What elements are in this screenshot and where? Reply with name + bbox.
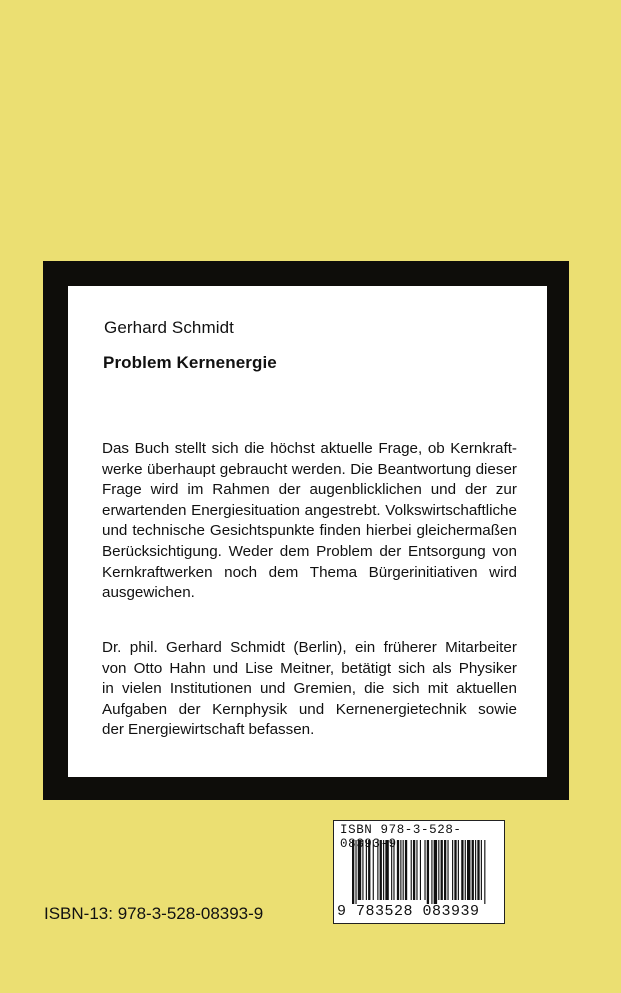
word: und [259,680,286,698]
description-line [102,460,517,481]
word: mit [427,680,448,698]
word: Beantwortung [377,460,472,478]
word: Kernkraftwerken [102,563,213,581]
word: und [102,522,128,540]
word: sich [398,659,426,677]
barcode-first-digit: 9 [337,903,347,920]
word: höchst [270,440,315,457]
word: der [379,542,402,560]
word: Volkswirtschaftliche [385,501,517,519]
word: im [187,481,204,499]
word: Kernphysik [212,700,288,718]
description-line [102,480,517,501]
word: dem [279,542,310,560]
word: von [102,659,127,677]
word: ob [427,440,445,457]
description-line [102,439,517,460]
word: Dr. [102,639,122,656]
word: betätigt [341,659,392,677]
description-line [102,542,517,563]
word: Otto [133,659,163,677]
barcode [333,820,505,924]
word: aktuellen [456,680,517,698]
word: zur [495,481,517,499]
description-line [102,501,517,522]
word: gleichermaßen [416,522,517,540]
word: gebraucht [219,460,288,478]
word: dieser [475,460,517,478]
word: dem [268,563,299,581]
word: überhaupt [146,460,216,478]
word: vielen [122,680,162,698]
word: sich [392,680,420,698]
word: Gesichtspunkte [209,522,315,540]
word: Meitner, [280,659,335,677]
author-bio-paragraph [102,638,517,741]
word: der [278,481,301,499]
description-line [102,583,517,604]
word: Lise [245,659,274,677]
word: Berücksichtigung. [102,542,222,560]
word: noch [224,563,258,581]
word: werke [102,460,143,478]
word: Mitarbeiter [445,639,517,656]
word: technische [132,522,205,540]
bio-line [102,659,517,680]
word: ein [354,639,376,656]
bio-line [102,679,517,700]
word: der [102,721,124,739]
word: früherer [383,639,437,656]
text-panel [68,286,547,777]
bio-line [102,700,517,721]
word: der [464,481,487,499]
barcode-digits: 783528 083939 [356,903,480,920]
word: phil. [129,639,158,656]
word: in [102,680,114,698]
word: Kernkraft- [450,440,517,457]
word: und [212,659,239,677]
book-title: Problem Kernenergie [103,353,277,372]
word: und [430,481,457,499]
word: wird [150,481,179,499]
word: Gremien, [293,680,356,698]
word: sowie [478,700,517,718]
isbn-label: ISBN-13: 978-3-528-08393-9 [44,904,264,923]
word: wird [489,563,517,581]
word: Bürgerinitiativen [368,563,478,581]
bio-line [102,638,517,659]
word: von [492,542,517,560]
word: Die [350,460,374,478]
word: erwartenden [102,501,187,519]
word: stellt [174,440,207,457]
description-paragraph [102,439,517,604]
word: die [244,440,265,457]
description-line [102,521,517,542]
word: die [364,680,385,698]
word: Weder [228,542,274,560]
word: Frage, [378,440,423,457]
word: aktuelle [320,440,373,457]
word: Entsorgung [408,542,486,560]
word: befassen. [248,721,315,739]
word: augenblicklichen [309,481,422,499]
word: Das [102,440,130,457]
description-line [102,563,517,584]
word: als [432,659,452,677]
bio-line [102,720,517,741]
word: Kernenergietechnik [335,700,467,718]
word: Hahn [169,659,206,677]
word: sich [211,440,239,457]
word: Problem [316,542,373,560]
word: (Berlin), [293,639,347,656]
word: hierbei [365,522,412,540]
word: Aufgaben [102,700,168,718]
word: Thema [309,563,358,581]
word: Physiker [458,659,517,677]
word: werden. [291,460,346,478]
word: finden [319,522,361,540]
word: Schmidt [230,639,286,656]
word: Buch [134,440,170,457]
word: Frage [102,481,142,499]
word: Gerhard [166,639,222,656]
word: Energiewirtschaft [127,721,245,739]
author-name: Gerhard Schmidt [104,318,234,337]
word: der [178,700,201,718]
barcode-isbn-text: ISBN 978-3-528-08393-9 [340,823,462,851]
word: angestrebt. [304,501,381,519]
word: Institutionen [169,680,252,698]
word: und [298,700,325,718]
word: ausgewichen. [102,584,195,602]
word: Rahmen [212,481,270,499]
word: Energiesituation [191,501,300,519]
